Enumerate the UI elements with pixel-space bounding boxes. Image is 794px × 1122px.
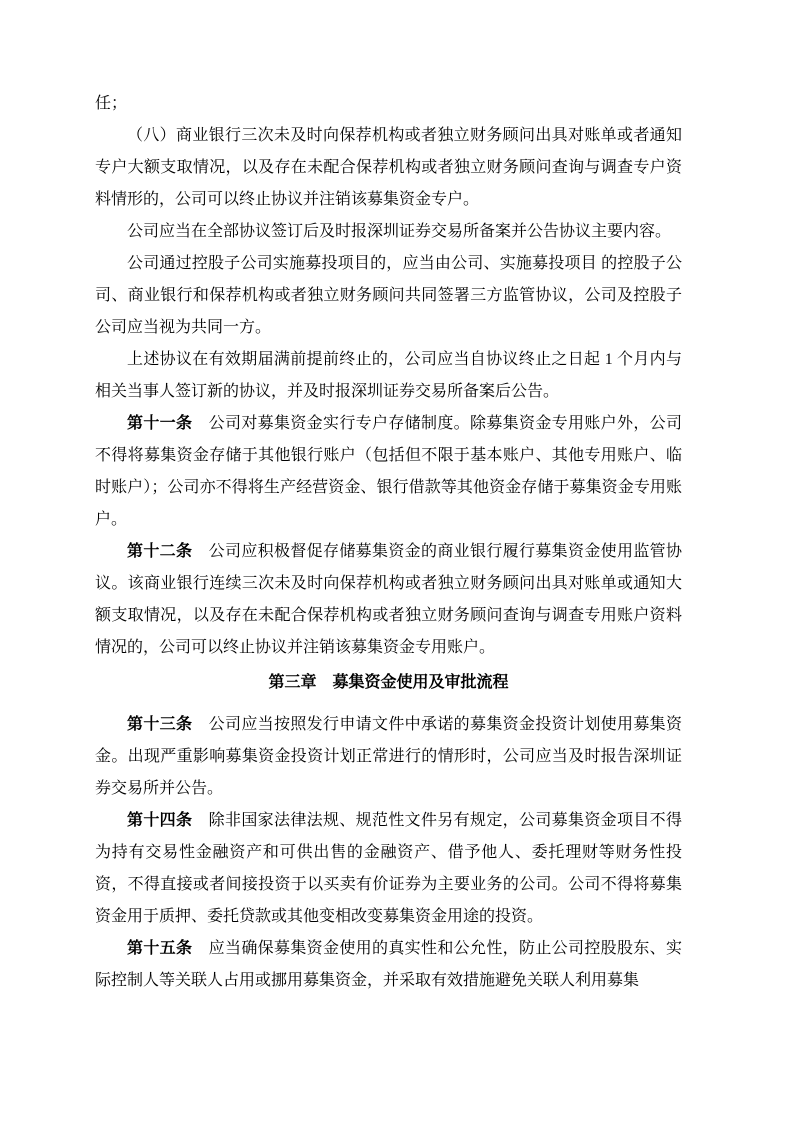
- paragraph: [95, 805, 682, 933]
- paragraph-text: 公司对募集资金实行专户存储制度。除募集资金专用账户外，公司不得将募集资金存储于其他银行账户（包括但不限于基本账户、其他专用账户、临时账户）；公司亦不得将生产经营资金、银行借款等其他资金存储于募集资金专用账户。: [95, 415, 682, 528]
- article-number: 第十二条: [127, 543, 193, 560]
- paragraph: [95, 216, 682, 248]
- article-number: 第十四条: [127, 812, 193, 829]
- paragraph: [95, 248, 682, 344]
- paragraph-text: 公司应当按照发行申请文件中承诺的募集资金投资计划使用募集资金。出现严重影响募集资金投资计划正常进行的情形时，公司应当及时报告深圳证券交易所并公告。: [95, 716, 682, 797]
- paragraph: [95, 933, 682, 997]
- paragraph: [95, 120, 682, 216]
- paragraph: [95, 709, 682, 805]
- paragraph: [95, 344, 682, 408]
- article-number: 第十五条: [127, 940, 193, 957]
- document-body: [95, 88, 682, 997]
- paragraph: [95, 408, 682, 536]
- article-number: 第十三条: [127, 716, 193, 733]
- paragraph-text: 应当确保募集资金使用的真实性和公允性，防止公司控股股东、实际控制人等关联人占用或挪用募集资金，并采取有效措施避免关联人利用募集: [95, 940, 682, 989]
- chapter-heading: [95, 667, 682, 699]
- paragraph: [95, 536, 682, 664]
- article-number: 第十一条: [127, 415, 193, 432]
- paragraph-text: 公司应积极督促存储募集资金的商业银行履行募集资金使用监管协议。该商业银行连续三次未及时向保荐机构或者独立财务顾问出具对账单或通知大额支取情况，以及存在未配合保荐机构或者独立财务顾问查询与调查专用账户资料情况的，公司可以终止协议并注销该募集资金专用账户。: [95, 543, 682, 656]
- paragraph-text: （八）商业银行三次未及时向保荐机构或者独立财务顾问出具对账单或者通知专户大额支取情况，以及存在未配合保荐机构或者独立财务顾问查询与调查专户资料情形的，公司可以终止协议并注销该募集资金专户。: [95, 127, 682, 208]
- paragraph-text: 上述协议在有效期届满前提前终止的，公司应当自协议终止之日起 1 个月内与相关当事人签订新的协议，并及时报深圳证券交易所备案后公告。: [95, 351, 682, 400]
- paragraph-text: 任；: [95, 95, 128, 112]
- paragraph-text: 公司通过控股子公司实施募投项目的，应当由公司、实施募投项目 的控股子公司、商业银行和保荐机构或者独立财务顾问共同签署三方监管协议，公司及控股子公司应当视为共同一方。: [95, 255, 682, 336]
- article-number: 第三章 募集资金使用及审批流程: [268, 674, 509, 691]
- paragraph: [95, 88, 682, 120]
- paragraph-text: 公司应当在全部协议签订后及时报深圳证券交易所备案并公告协议主要内容。: [127, 223, 672, 240]
- paragraph-text: 除非国家法律法规、规范性文件另有规定，公司募集资金项目不得为持有交易性金融资产和可供出售的金融资产、借予他人、委托理财等财务性投资，不得直接或者间接投资于以买卖有价证券为主要业务的公司。公司不得将募集资金用于质押、委托贷款或其他变相改变募集资金用途的投资。: [95, 812, 682, 925]
